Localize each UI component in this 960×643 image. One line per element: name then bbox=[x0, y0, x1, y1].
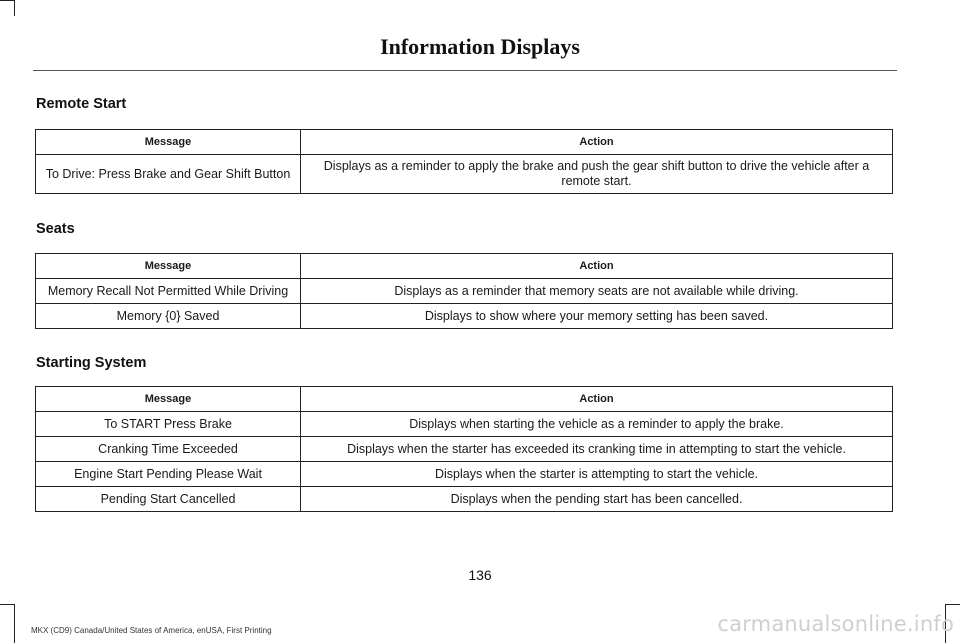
message-cell: Memory {0} Saved bbox=[36, 304, 301, 329]
message-cell: Pending Start Cancelled bbox=[36, 487, 301, 512]
section-title-remote-start: Remote Start bbox=[36, 96, 127, 112]
table-row bbox=[36, 462, 893, 487]
message-cell: To START Press Brake bbox=[36, 412, 301, 437]
column-header-message: Message bbox=[36, 254, 301, 279]
action-cell: Displays when the pending start has been cancelled. bbox=[301, 487, 893, 512]
action-cell: Displays when the starter is attempting to start the vehicle. bbox=[301, 462, 893, 487]
column-header-action: Action bbox=[301, 387, 893, 412]
action-cell: Displays as a reminder that memory seats are not available while driving. bbox=[301, 279, 893, 304]
message-cell: Cranking Time Exceeded bbox=[36, 437, 301, 462]
seats-table bbox=[35, 253, 893, 329]
table-row bbox=[36, 155, 893, 194]
section-title-seats: Seats bbox=[36, 221, 75, 237]
table-row bbox=[36, 279, 893, 304]
action-cell: Displays to show where your memory setting has been saved. bbox=[301, 304, 893, 329]
crop-mark bbox=[14, 604, 15, 643]
message-cell: Engine Start Pending Please Wait bbox=[36, 462, 301, 487]
crop-mark bbox=[945, 604, 960, 605]
header-divider bbox=[33, 70, 897, 71]
table-header-row bbox=[36, 130, 893, 155]
crop-mark bbox=[14, 0, 15, 16]
watermark: carmanualsonline.info bbox=[717, 612, 954, 636]
column-header-message: Message bbox=[36, 387, 301, 412]
page-title: Information Displays bbox=[380, 34, 580, 59]
column-header-action: Action bbox=[301, 254, 893, 279]
table-header-row bbox=[36, 387, 893, 412]
starting-system-table bbox=[35, 386, 893, 512]
table-row bbox=[36, 412, 893, 437]
table-row bbox=[36, 437, 893, 462]
table-row bbox=[36, 487, 893, 512]
action-cell: Displays as a reminder to apply the brake and push the gear shift button to drive the vehicle after a remote start. bbox=[301, 155, 893, 194]
action-cell: Displays when the starter has exceeded its cranking time in attempting to start the vehicle. bbox=[301, 437, 893, 462]
table-row bbox=[36, 304, 893, 329]
column-header-action: Action bbox=[301, 130, 893, 155]
column-header-message: Message bbox=[36, 130, 301, 155]
table-header-row bbox=[36, 254, 893, 279]
crop-mark bbox=[0, 604, 14, 605]
crop-mark bbox=[0, 0, 14, 1]
action-cell: Displays when starting the vehicle as a reminder to apply the brake. bbox=[301, 412, 893, 437]
remote-start-table bbox=[35, 129, 893, 194]
message-cell: Memory Recall Not Permitted While Driving bbox=[36, 279, 301, 304]
message-cell: To Drive: Press Brake and Gear Shift Button bbox=[36, 155, 301, 194]
section-title-starting-system: Starting System bbox=[36, 355, 147, 371]
edition-footer: MKX (CD9) Canada/United States of America, enUSA, First Printing bbox=[31, 626, 272, 635]
page-number: 136 bbox=[468, 567, 492, 583]
